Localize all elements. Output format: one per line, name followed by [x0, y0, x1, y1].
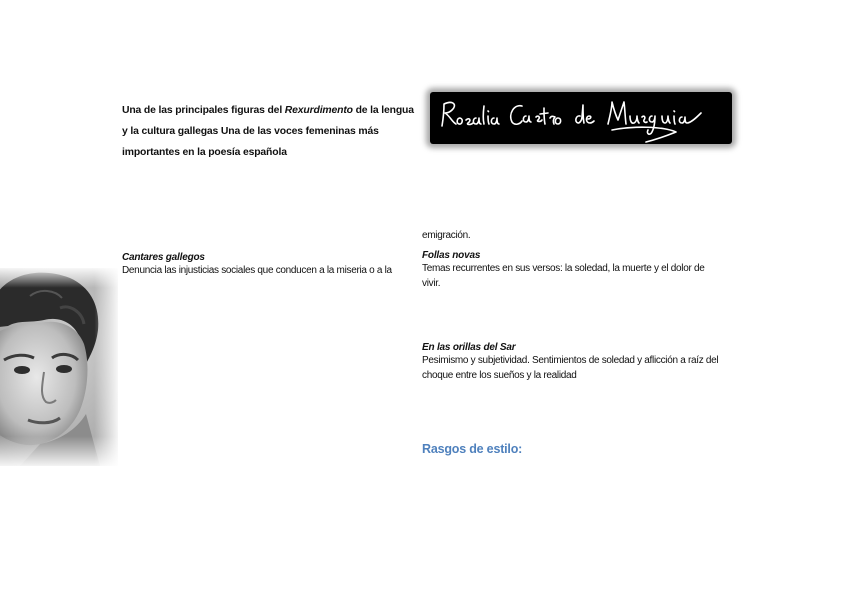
cantares-block: [122, 252, 420, 278]
orillas-text: Pesimismo y subjetividad. Sentimientos de soledad y aflicción a raíz del choque entre los sueños y la realidad: [422, 355, 719, 381]
follas-title: Follas novas: [422, 250, 481, 261]
follas-block: [422, 250, 722, 291]
orillas-block: [422, 342, 722, 383]
signature-drawing: [430, 92, 732, 144]
orillas-title: En las orillas del Sar: [422, 342, 516, 353]
intro-italic-term: Rexurdimento: [284, 105, 353, 116]
cantares-title: Cantares gallegos: [122, 252, 205, 263]
intro-text-2: de la lengua y la cultura gallegas Una de las voces femeninas más importantes en la poesía española: [122, 105, 414, 158]
emigracion-text: emigración.: [422, 230, 471, 241]
intro-paragraph: [122, 100, 422, 163]
signature-image: [430, 92, 732, 144]
follas-text: Temas recurrentes en sus versos: la soledad, la muerte y el dolor de vivir.: [422, 263, 705, 289]
portrait-image: [0, 268, 118, 466]
rasgos-heading: Rasgos de estilo:: [422, 442, 523, 456]
cantares-text: Denuncia las injusticias sociales que conducen a la miseria o a la: [122, 265, 392, 276]
portrait-drawing: [0, 268, 118, 466]
intro-text-1: Una de las principales figuras del: [122, 105, 285, 116]
